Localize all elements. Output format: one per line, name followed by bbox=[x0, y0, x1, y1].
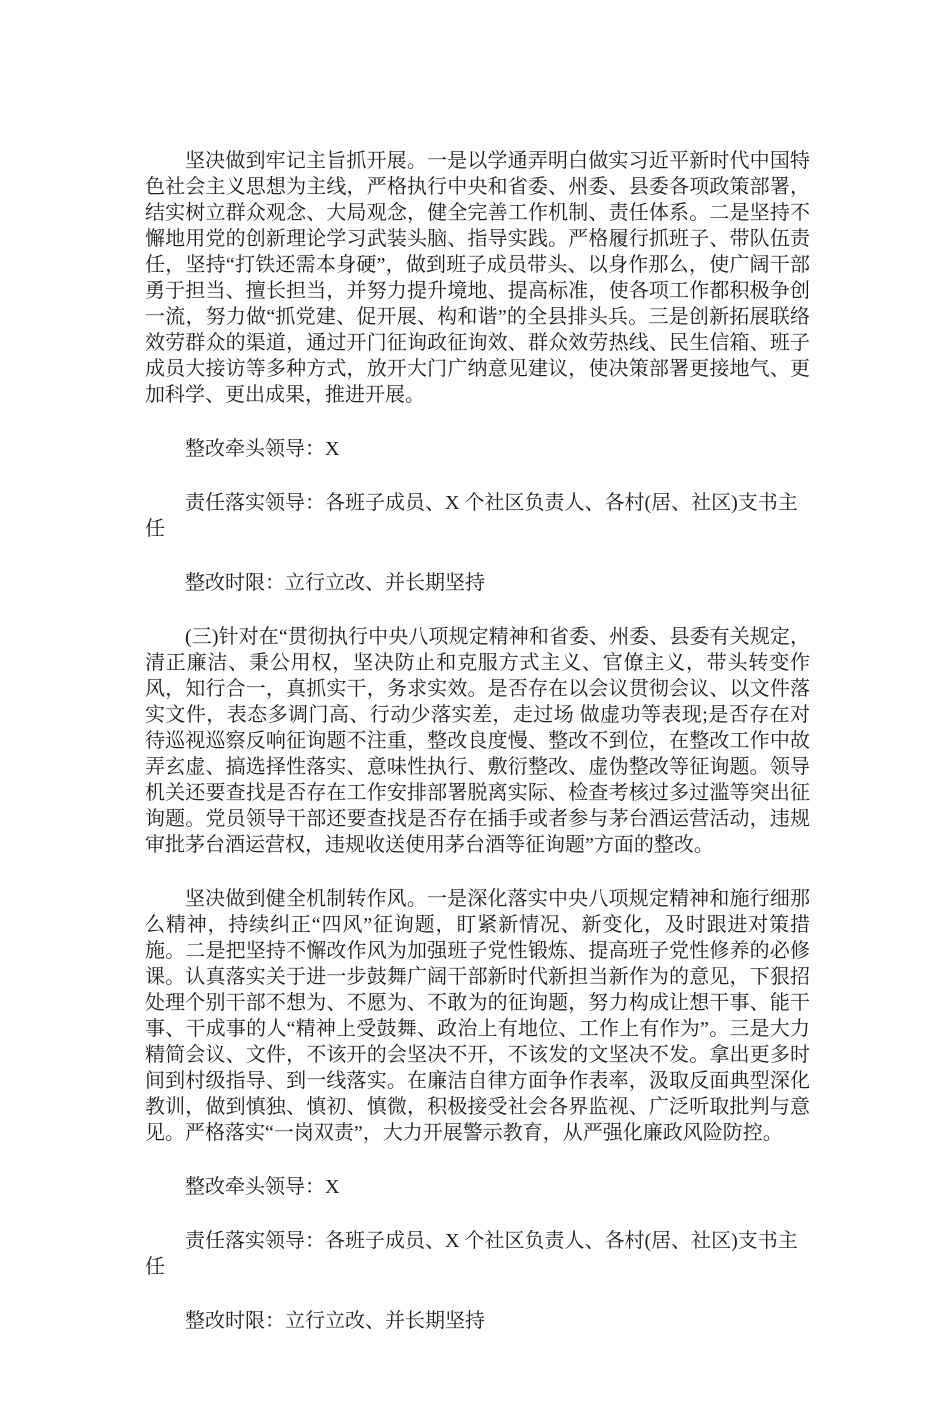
document-body bbox=[145, 148, 810, 1334]
meta-line-rectification-leader-2: 整改牵头领导：X bbox=[185, 1176, 340, 1198]
meta-line-responsibility-leaders-1: 责任落实领导：各班子成员、X 个社区负责人、各村(居、社区)支书主任 bbox=[145, 492, 798, 540]
meta-line-rectification-deadline-2: 整改时限：立行立改、并长期坚持 bbox=[185, 1310, 485, 1332]
body-paragraph-goal-development: 坚决做到牢记主旨抓开展。一是以学通弄明白做实习近平新时代中国特色社会主义思想为主线，严格执行中央和省委、州委、县委各项政策部署，结实树立群众观念、大局观念，健全完善工作机制、责任体系。二是坚持不懈地用党的创新理论学习武装头脑、指导实践。严格履行抓班子、带队伍责任，坚持“打铁还需本身硬”，做到班子成员带头、以身作那么，使广阔干部勇于担当、擅长担当，并努力提升境地、提高标准，使各项工作都积极争创一流，努力做“抓党建、促开展、构和谐”的全县排头兵。三是创新拓展联络效劳群众的渠道，通过开门征询政征询效、群众效劳热线、民生信箱、班子成员大接访等多种方式，放开大门广纳意见建议，使决策部署更接地气、更加科学、更出成果，推进开展。 bbox=[145, 150, 810, 406]
meta-line-rectification-leader-1: 整改牵头领导：X bbox=[185, 438, 340, 460]
body-paragraph-mechanism-workstyle: 坚决做到健全机制转作风。一是深化落实中央八项规定精神和施行细那么精神，持续纠正“四风”征询题，盯紧新情况、新变化，及时跟进对策措施。二是把坚持不懈改作风为加强班子党性锻炼、提高班子党性修养的必修课。认真落实关于进一步鼓舞广阔干部新时代新担当新作为的意见，下狠招处理个别干部不想为、不愿为、不敢为的征询题，努力构成让想干事、能干事、干成事的人“精神上受鼓舞、政治上有地位、工作上有作为”。三是大力精简会议、文件，不该开的会坚决不开，不该发的文坚决不发。拿出更多时间到村级指导、到一线落实。在廉洁自律方面争作表率，汲取反面典型深化教训，做到慎独、慎初、慎微，积极接受社会各界监视、广泛听取批判与意见。严格落实“一岗双责”，大力开展警示教育，从严强化廉政风险防控。 bbox=[145, 888, 810, 1144]
meta-line-responsibility-leaders-2: 责任落实领导：各班子成员、X 个社区负责人、各村(居、社区)支书主任 bbox=[145, 1230, 798, 1278]
body-paragraph-section-three: (三)针对在“贯彻执行中央八项规定精神和省委、州委、县委有关规定，清正廉洁、秉公用权，坚决防止和克服方式主义、官僚主义，带头转变作风，知行合一，真抓实干，务求实效。是否存在以会议贯彻会议、以文件落实文件，表态多调门高、行动少落实差，走过场 做虚功等表现;是否存在对待巡视巡察反响征询题不注重，整改良度慢、整改不到位，在整改工作中故弄玄虚、搞选择性落实、意味性执行、敷衍整改、虚伪整改等征询题。领导机关还要查找是否存在工作安排部署脱离实际、检查考核过多过滥等突出征询题。党员领导干部还要查找是否存在插手或者参与茅台酒运营活动，违规审批茅台酒运营权，违规收送使用茅台酒等征询题”方面的整改。 bbox=[145, 626, 810, 856]
meta-line-rectification-deadline-1: 整改时限：立行立改、并长期坚持 bbox=[185, 572, 485, 594]
